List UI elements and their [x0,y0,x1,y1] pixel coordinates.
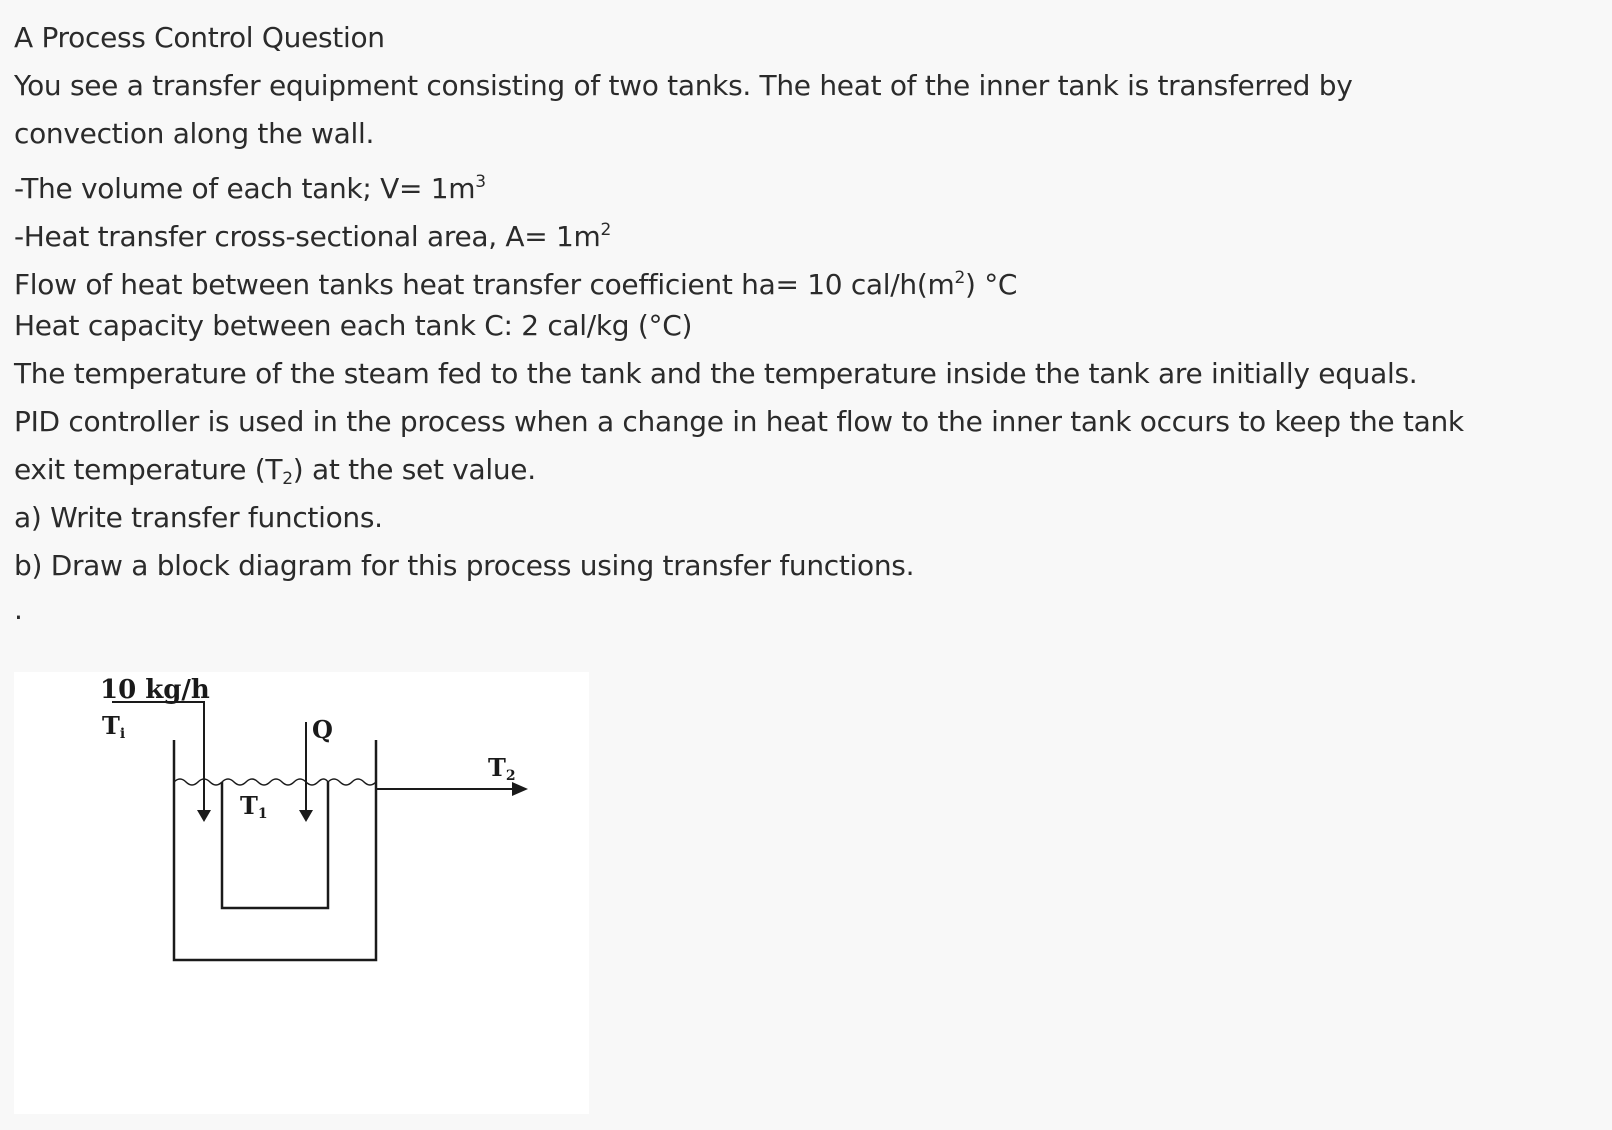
coefficient-exponent: 2 [954,268,965,288]
inner-tank-wall [222,782,328,908]
inner-liquid-surface [222,779,328,785]
inner-temperature-symbol: T [240,791,258,820]
intro-line: You see a transfer equipment consisting of two tanks. The heat of the inner tank is transferred by [14,69,1353,102]
heat-flow-label: Q [312,715,333,744]
trailing-dot: . [14,593,23,626]
area-line [14,206,1594,254]
area-exponent: 2 [600,220,612,240]
inner-temperature-subscript: 1 [257,806,268,822]
coefficient-text: Flow of heat between tanks heat transfer coefficient ha= 10 cal/h(m [14,268,955,301]
outlet-temperature-label [488,753,516,784]
pid-line: PID controller is used in the process when a change in heat flow to the inner tank occurs to keep the tank [14,405,1464,438]
exit-text: exit temperature (T [14,453,283,486]
part-b: b) Draw a block diagram for this process using transfer functions. [14,549,915,582]
exit-subscript: 2 [282,469,293,489]
area-text: -Heat transfer cross-sectional area, A= 1m [14,220,601,253]
inlet-temperature-label [102,711,125,742]
question-title: A Process Control Question [14,21,385,54]
part-a: a) Write transfer functions. [14,501,383,534]
volume-text: -The volume of each tank; V= 1m [14,172,476,205]
inlet-temperature-symbol: T [102,711,120,740]
coefficient-line [14,254,1594,302]
outlet-temperature-symbol: T [488,753,506,782]
inner-temperature-label [240,791,268,822]
outer-liquid-surface-right [328,779,376,785]
exit-temperature-line [14,446,1594,494]
coefficient-unit: ) °C [964,268,1018,301]
two-tank-diagram [14,672,589,1114]
tank-diagram-panel [14,672,589,1114]
outlet-temperature-subscript: 2 [505,768,516,784]
volume-line [14,158,1594,206]
intro-continued-line: convection along the wall. [14,117,375,150]
initial-condition-line: The temperature of the steam fed to the tank and the temperature inside the tank are initially equals. [14,357,1418,390]
heat-input-arrow [299,810,313,822]
flow-rate-label: 10 kg/h [100,675,210,705]
outer-liquid-surface-left [174,779,222,785]
inlet-pipe [112,702,204,812]
inlet-arrow [197,810,211,822]
inlet-temperature-subscript: i [119,726,126,742]
capacity-line: Heat capacity between each tank C: 2 cal/kg (°C) [14,309,693,342]
exit-text-end: ) at the set value. [292,453,536,486]
question-text [14,14,1594,630]
outlet-arrow [512,782,528,796]
volume-exponent: 3 [475,172,486,192]
